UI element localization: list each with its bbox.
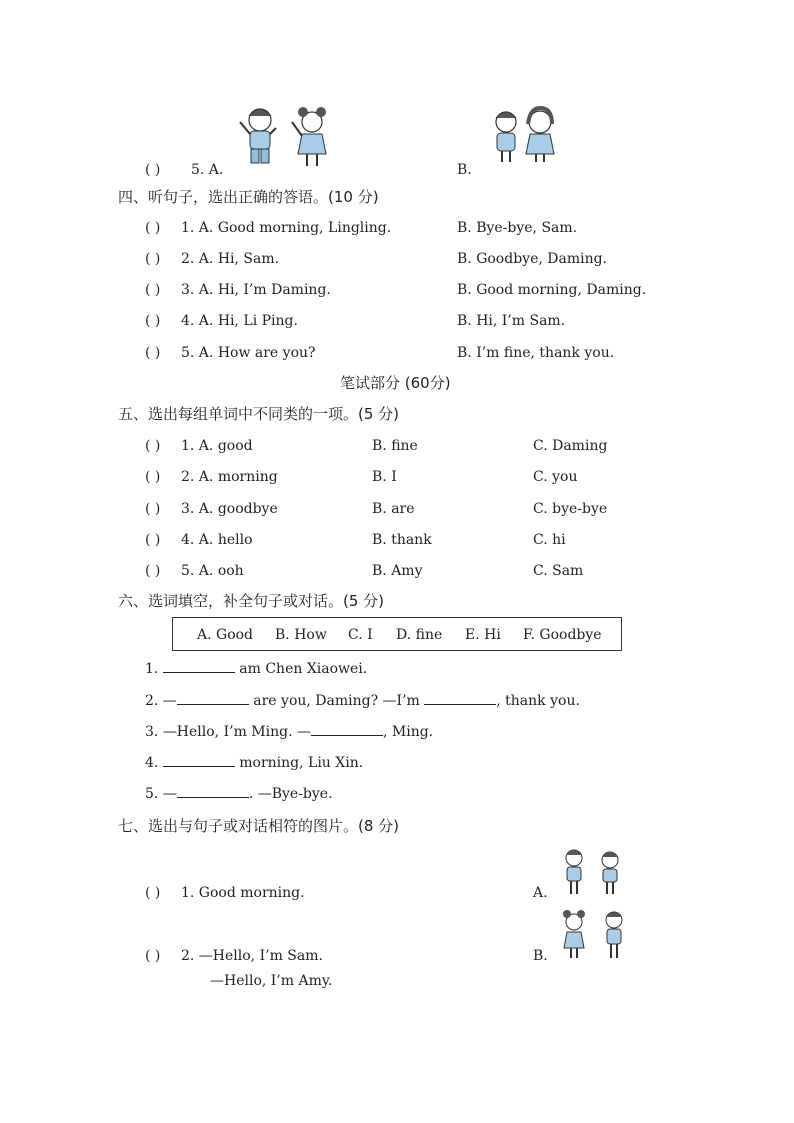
fill-blank[interactable] [424,692,496,705]
answer-paren[interactable]: ( ) [145,438,161,454]
option-a: 3. A. Hi, I’m Daming. [181,282,331,298]
section-7-heading: 七、选出与句子或对话相符的图片。(8 分) [118,817,400,835]
answer-paren[interactable]: ( ) [145,162,161,178]
option-a: 4. A. hello [181,532,253,548]
section-4-heading: 四、听句子，选出正确的答语。(10 分) [118,188,379,206]
word-bank-item: A. Good [197,627,254,643]
option-a: 1. A. good [181,438,253,454]
option-a: 5. A. How are you? [181,345,316,361]
option-b: B. thank [372,532,432,548]
option-a: 3. A. goodbye [181,501,278,517]
answer-paren[interactable]: ( ) [145,501,161,517]
answer-paren[interactable]: ( ) [145,313,161,329]
section-5-heading: 五、选出每组单词中不同类的一项。(5 分) [118,405,400,423]
written-part-title: 笔试部分 (60分) [340,374,451,392]
option-c: C. Sam [533,563,584,579]
option-a: 5. A. ooh [181,563,244,579]
option-a: 2. A. morning [181,469,278,485]
question-5-option-b-label: B. [457,162,472,178]
girl-and-boy-greeting-illustration [556,906,632,962]
answer-paren[interactable]: ( ) [145,563,161,579]
fill-question-2: 2. — are you, Daming? —I’m , thank you. [145,693,580,709]
option-a: 1. A. Good morning, Lingling. [181,220,392,236]
word-bank-item: C. I [348,627,373,643]
kids-greeting-illustration [484,100,564,166]
question-5-option-a-label: 5. A. [191,162,224,178]
fill-question-3: 3. —Hello, I’m Ming. — , Ming. [145,724,434,740]
option-c: C. Daming [533,438,608,454]
option-c: C. you [533,469,578,485]
option-a: 4. A. Hi, Li Ping. [181,313,298,329]
option-b: B. Hi, I’m Sam. [457,313,566,329]
fill-question-4: 4. morning, Liu Xin. [145,755,364,771]
picture-option-a-label: A. [533,885,548,901]
option-b: B. Amy [372,563,423,579]
option-b: B. Bye-bye, Sam. [457,220,578,236]
fill-blank[interactable] [311,723,383,736]
answer-paren[interactable]: ( ) [145,885,161,901]
option-b: B. Goodbye, Daming. [457,251,608,267]
fill-blank[interactable] [177,785,249,798]
fill-question-1: 1. am Chen Xiaowei. [145,661,368,677]
answer-paren[interactable]: ( ) [145,282,161,298]
picture-option-b-label: B. [533,948,548,964]
word-bank-item: B. How [275,627,327,643]
answer-paren[interactable]: ( ) [145,345,161,361]
answer-paren[interactable]: ( ) [145,220,161,236]
word-bank-item: E. Hi [465,627,501,643]
question-text-line-1: 2. —Hello, I’m Sam. [181,948,323,964]
option-b: B. fine [372,438,418,454]
kids-waving-goodbye-illustration [232,100,342,172]
fill-blank[interactable] [163,754,235,767]
option-c: C. bye-bye [533,501,608,517]
word-bank-item: D. fine [396,627,443,643]
fill-blank[interactable] [163,660,235,673]
option-b: B. I [372,469,397,485]
section-6-heading: 六、选词填空，补全句子或对话。(5 分) [118,592,385,610]
fill-blank[interactable] [177,692,249,705]
option-b: B. are [372,501,415,517]
option-c: C. hi [533,532,566,548]
question-text: 1. Good morning. [181,885,305,901]
option-b: B. Good morning, Daming. [457,282,647,298]
question-text-line-2: —Hello, I’m Amy. [210,973,333,989]
option-a: 2. A. Hi, Sam. [181,251,280,267]
answer-paren[interactable]: ( ) [145,251,161,267]
two-boys-greeting-illustration [556,844,628,898]
word-bank-box [172,617,622,651]
option-b: B. I’m fine, thank you. [457,345,615,361]
answer-paren[interactable]: ( ) [145,948,161,964]
word-bank-item: F. Goodbye [523,627,602,643]
fill-question-5: 5. — . —Bye-bye. [145,786,333,802]
answer-paren[interactable]: ( ) [145,469,161,485]
answer-paren[interactable]: ( ) [145,532,161,548]
